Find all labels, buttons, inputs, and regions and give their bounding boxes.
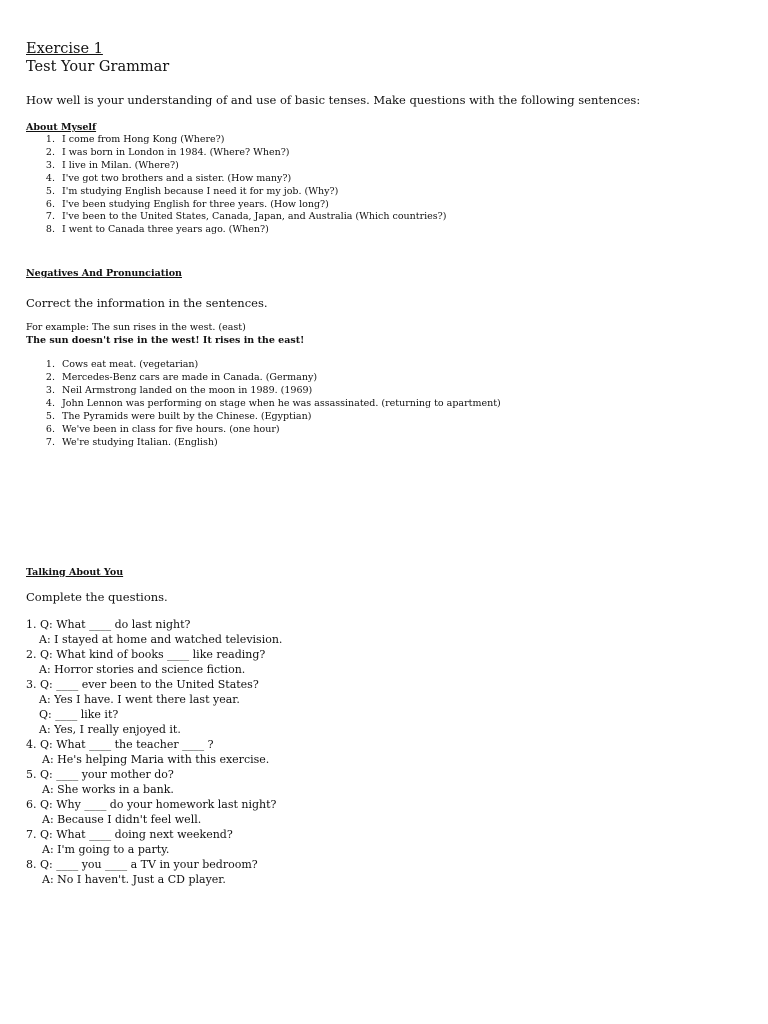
about-myself-list	[26, 134, 746, 237]
list-item: 8. I went to Canada three years ago. (When?)	[58, 224, 746, 237]
intro-text: How well is your understanding of and use of basic tenses. Make questions with the following sentences:	[26, 93, 641, 107]
list-item: 2. Mercedes-Benz cars are made in Canada. (Germany)	[58, 372, 746, 385]
answer-line: A: No I haven't. Just a CD player.	[42, 872, 226, 886]
subtitle: Test Your Grammar	[26, 59, 170, 75]
list-item: 5. The Pyramids were built by the Chinese. (Egyptian)	[58, 411, 746, 424]
list-item: 7. I've been to the United States, Canada, Japan, and Australia (Which countries?)	[58, 211, 746, 224]
question-line: 4. Q: What ____ the teacher ____ ?	[26, 737, 214, 751]
answer-line: A: She works in a bank.	[42, 782, 174, 796]
answer-line: A: Because I didn't feel well.	[42, 812, 202, 826]
answer-line: A: Yes I have. I went there last year.	[39, 692, 240, 706]
answer-line: A: Yes, I really enjoyed it.	[39, 722, 181, 736]
example-answer: The sun doesn't rise in the west! It rises in the east!	[26, 335, 305, 347]
question-line: Q: ____ like it?	[39, 707, 119, 721]
talking-instruction: Complete the questions.	[26, 589, 168, 604]
question-line: 5. Q: ____ your mother do?	[26, 767, 174, 781]
list-item: 7. We're studying Italian. (English)	[58, 437, 746, 450]
list-item: 6. I've been studying English for three years. (How long?)	[58, 199, 746, 212]
answer-line: A: I stayed at home and watched television.	[39, 632, 283, 646]
question-line: 3. Q: ____ ever been to the United States?	[26, 677, 259, 691]
question-line: 2. Q: What kind of books ____ like reading?	[26, 647, 266, 661]
list-item: 5. I'm studying English because I need it for my job. (Why?)	[58, 186, 746, 199]
list-item: 3. Neil Armstrong landed on the moon in 1989. (1969)	[58, 385, 746, 398]
negatives-list	[26, 359, 746, 449]
question-line: 8. Q: ____ you ____ a TV in your bedroom?	[26, 857, 258, 871]
question-line: 6. Q: Why ____ do your homework last night?	[26, 797, 277, 811]
talking-heading: Talking About You	[26, 566, 124, 578]
negatives-instruction: Correct the information in the sentences.	[26, 296, 268, 311]
negatives-heading: Negatives And Pronunciation	[26, 268, 182, 280]
question-line: 1. Q: What ____ do last night?	[26, 617, 191, 631]
answer-line: A: He's helping Maria with this exercise.	[42, 752, 270, 766]
answer-line: A: I'm going to a party.	[42, 842, 170, 856]
example-sentence: For example: The sun rises in the west. (east)	[26, 322, 246, 334]
exercise-title: Exercise 1	[26, 41, 103, 57]
list-item: 2. I was born in London in 1984. (Where? When?)	[58, 147, 746, 160]
list-item: 4. John Lennon was performing on stage when he was assassinated. (returning to apartment)	[58, 398, 746, 411]
question-line: 7. Q: What ____ doing next weekend?	[26, 827, 233, 841]
list-item: 3. I live in Milan. (Where?)	[58, 160, 746, 173]
list-item: 4. I've got two brothers and a sister. (How many?)	[58, 173, 746, 186]
list-item: 1. I come from Hong Kong (Where?)	[58, 134, 746, 147]
answer-line: A: Horror stories and science fiction.	[39, 662, 246, 676]
list-item: 1. Cows eat meat. (vegetarian)	[58, 359, 746, 372]
question-list	[26, 617, 746, 887]
list-item: 6. We've been in class for five hours. (one hour)	[58, 424, 746, 437]
about-myself-heading: About Myself	[26, 122, 97, 133]
document-page	[26, 40, 746, 887]
